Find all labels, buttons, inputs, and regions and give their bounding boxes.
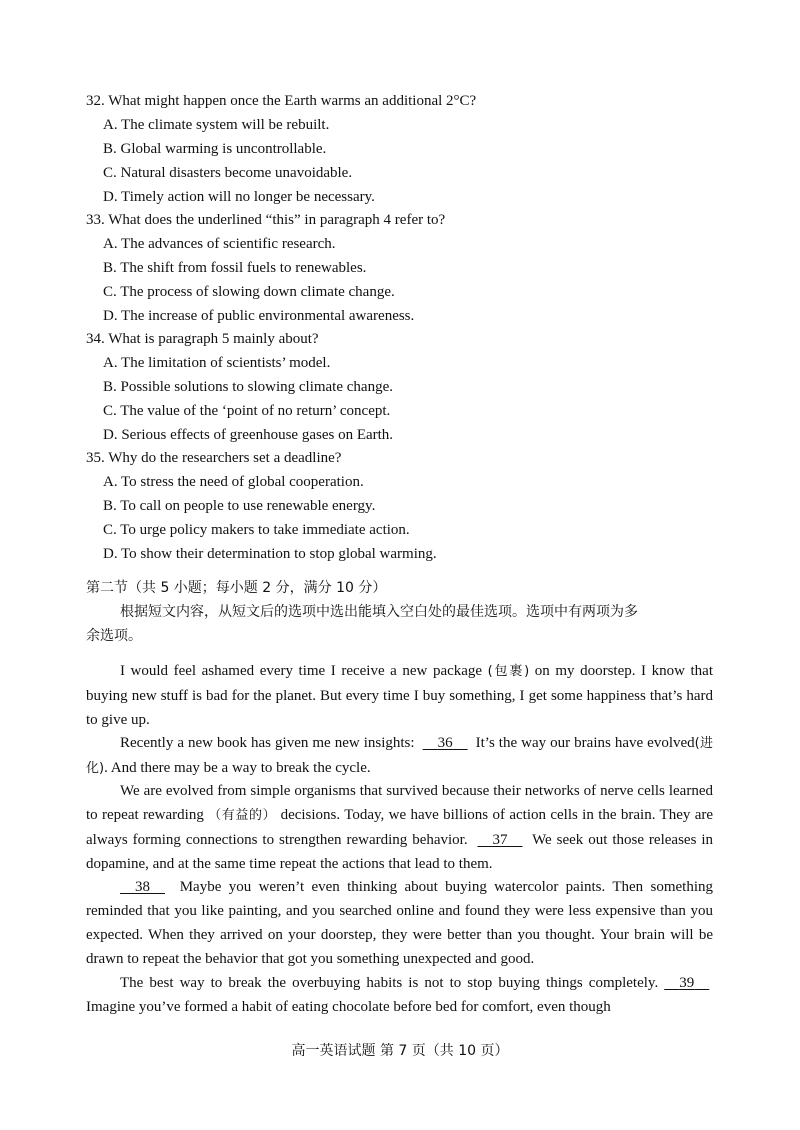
- passage-paragraph-5: [86, 971, 713, 1019]
- p5-text-b: Imagine you’ve formed a habit of eating chocolate before bed for comfort, even though: [86, 999, 611, 1015]
- p2-text-c: . And there may be a way to break the cycle.: [104, 760, 371, 776]
- question-35-option-c: C. To urge policy makers to take immediate action.: [103, 522, 410, 538]
- question-34-option-a: A. The limitation of scientists’ model.: [103, 355, 331, 371]
- question-34-option-d: D. Serious effects of greenhouse gases on Earth.: [103, 427, 394, 443]
- blank-39: 39: [679, 975, 695, 991]
- p3-gloss: （有益的）: [208, 808, 277, 823]
- question-35-option-d: D. To show their determination to stop global warming.: [103, 546, 437, 562]
- question-35-option-b: B. To call on people to use renewable energy.: [103, 498, 376, 514]
- passage-paragraph-3: [86, 779, 713, 876]
- p4-text: Maybe you weren’t even thinking about buying watercolor paints. Then something reminded that you like painting, and you searched online and found they were less expensive than you expected. When they arrived on your doorstep, they were better than you thought. Your brain will be drawn to repeat the behavior that got you something unexpected and good.: [86, 879, 714, 967]
- question-32-option-d: D. Timely action will no longer be necessary.: [103, 189, 375, 205]
- question-32-option-c: C. Natural disasters become unavoidable.: [103, 165, 353, 181]
- question-34-option-b: B. Possible solutions to slowing climate change.: [103, 379, 393, 395]
- section-2-header: 第二节（共 5 小题；每小题 2 分，满分 10 分）: [86, 580, 387, 596]
- question-35-stem: 35. Why do the researchers set a deadline?: [86, 450, 342, 466]
- blank-38: 38: [135, 879, 150, 895]
- question-33-option-b: B. The shift from fossil fuels to renewables.: [103, 260, 367, 276]
- p2-text-b: It’s the way our brains have evolved: [475, 735, 695, 751]
- p2-gloss: (进化): [86, 736, 713, 776]
- p2-text-a: Recently a new book has given me new insights:: [120, 735, 415, 751]
- passage-paragraph-1: [86, 659, 713, 732]
- section-2-instruction-line-2: 余选项。: [86, 628, 142, 644]
- section-2-instruction-line-1: 根据短文内容，从短文后的选项中选出能填入空白处的最佳选项。选项中有两项为多: [120, 604, 638, 620]
- p5-text-a: The best way to break the overbuying habits is not to stop buying things completely.: [120, 975, 659, 991]
- p3-text-c: We seek out those releases in dopamine, and at the same time repeat the actions that lead to them.: [86, 832, 714, 872]
- p3-text-b: decisions. Today, we have billions of action cells in the brain. They are always forming connections to strengthen rewarding behavior.: [86, 807, 714, 848]
- question-33-option-a: A. The advances of scientific research.: [103, 236, 336, 252]
- question-32-option-a: A. The climate system will be rebuilt.: [103, 117, 330, 133]
- question-34-option-c: C. The value of the ‘point of no return’ concept.: [103, 403, 391, 419]
- question-33-stem: 33. What does the underlined “this” in paragraph 4 refer to?: [86, 212, 446, 228]
- p1-gloss: (包裹): [487, 664, 530, 679]
- page-footer: 高一英语试题 第 7 页（共 10 页）: [291, 1043, 509, 1059]
- passage-paragraph-4: [86, 875, 713, 971]
- question-35-option-a: A. To stress the need of global cooperation.: [103, 474, 364, 490]
- question-34-stem: 34. What is paragraph 5 mainly about?: [86, 331, 319, 347]
- p1-text-a: I would feel ashamed every time I receive a new package: [120, 663, 483, 679]
- blank-37: 37: [492, 832, 508, 848]
- p1-text-b: on my doorstep. I know that buying new stuff is bad for the planet. But every time I buy something, I get some happiness that’s hard to give up.: [86, 663, 713, 728]
- question-33-option-d: D. The increase of public environmental awareness.: [103, 308, 415, 324]
- question-33-option-c: C. The process of slowing down climate change.: [103, 284, 395, 300]
- blank-36: 36: [437, 735, 453, 751]
- question-32-stem: 32. What might happen once the Earth warms an additional 2°C?: [86, 93, 477, 109]
- passage-paragraph-2: [86, 731, 713, 781]
- question-32-option-b: B. Global warming is uncontrollable.: [103, 141, 327, 157]
- p3-text-a: We are evolved from simple organisms that survived because their networks of nerve cells learned to repeat rewarding: [86, 783, 713, 823]
